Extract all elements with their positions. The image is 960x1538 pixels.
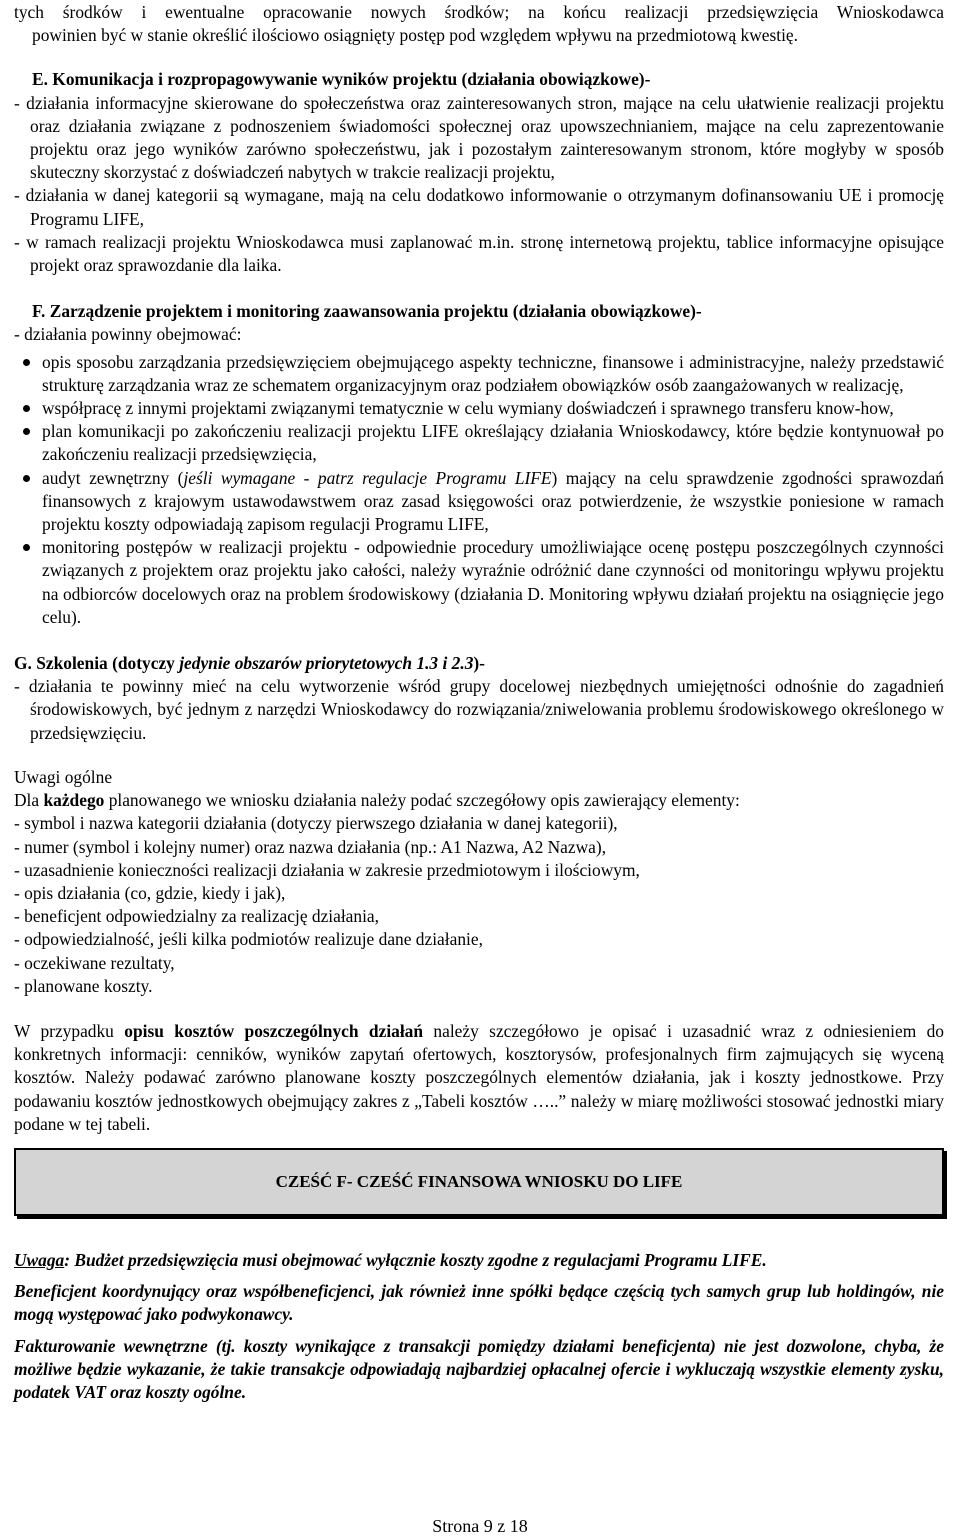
section-e-heading: E. Komunikacja i rozpropagowywanie wyników projektu (działania obowiązkowe)- xyxy=(32,69,651,90)
section-f-lead: - działania powinny obejmować: xyxy=(14,324,242,345)
section-g-heading-italic: jedynie obszarów priorytetowych 1.3 i 2.3 xyxy=(179,653,474,674)
general-item: - symbol i nazwa kategorii działania (dotyczy pierwszego działania w danej kategorii), xyxy=(14,813,618,834)
list-item xyxy=(14,351,944,397)
document-page xyxy=(14,1,944,1404)
general-item: - uzasadnienie konieczności realizacji działania w zakresie przedmiotowym i ilościowym, xyxy=(14,859,640,880)
list-item xyxy=(14,420,944,466)
intro-line-1: tych środków i ewentualne opracowanie nowych środków; na końcu realizacji przedsięwzięcia Wnioskodawca xyxy=(14,2,944,22)
section-g xyxy=(14,652,944,745)
list-item-text: monitoring postępów w realizacji projektu - odpowiednie procedury umożliwiające ocenę postępu poszczególnych czynności związanych z projektem oraz projektu jako całości, należy wyraźnie odróżnić dane czynności od monitoringu wpływu projektu na odbiorców docelowych oraz na problem środowiskowy (działania D. Monitoring wpływu działań projektu na osiągnięcie jego celu). xyxy=(42,537,944,627)
costs-paragraph xyxy=(14,1020,944,1136)
section-e xyxy=(14,68,944,277)
general-intro-text: Dla xyxy=(14,790,44,811)
general-intro xyxy=(14,789,944,812)
section-g-heading-end: )- xyxy=(473,653,485,674)
audit-text-italic: jeśli wymagane - patrz regulacje Programu LIFE xyxy=(183,467,552,488)
bullet-icon xyxy=(23,475,30,482)
bullet-icon xyxy=(23,405,30,412)
section-e-item: - działania informacyjne skierowane do społeczeństwa oraz zainteresowanych stron, mające na celu ułatwienie realizacji projektu oraz działania związane z podnoszeniem świadomości społecznej oraz upowszechnianiem, mające na celu zaprezentowanie projektu oraz jego wyników zarówno społeczeństwu, jak i pozostałym zainteresowanym stronom, które mogłyby w sposób skuteczny skorzystać z doświadczeń nabytych w trakcie realizacji projektu, xyxy=(14,92,944,183)
general-item: - planowane koszty. xyxy=(14,975,153,996)
list-item xyxy=(14,536,944,629)
section-g-heading-text: G. Szkolenia (dotyczy xyxy=(14,653,180,674)
general-item: - beneficjent odpowiedzialny za realizację działania, xyxy=(14,906,379,927)
page-number: Strona 9 z 18 xyxy=(432,1516,528,1536)
banner-title: CZEŚĆ F- CZEŚĆ FINANSOWA WNIOSKU DO LIFE xyxy=(275,1171,683,1191)
section-f-heading: F. Zarządzenie projektem i monitoring zaawansowania projektu (działania obowiązkowe)- xyxy=(32,301,702,322)
section-f xyxy=(14,300,944,629)
section-e-item: - działania w danej kategorii są wymagane, mają na celu dodatkowo informowanie o otrzymanym dofinansowaniu UE i promocję Programu LIFE, xyxy=(14,185,944,229)
audit-text: audyt zewnętrzny ( xyxy=(42,467,184,488)
note-label: Uwaga xyxy=(14,1249,65,1270)
section-e-item: - w ramach realizacji projektu Wnioskodawca musi zaplanować m.in. stronę internetową projektu, tablice informacyjne opisujące projekt oraz sprawozdanie dla laika. xyxy=(14,231,944,276)
costs-text: W przypadku xyxy=(14,1020,125,1041)
costs-text-end: należy szczegółowo je opisać i uzasadnić wraz z odniesieniem do konkretnych informacji: cenników, wyników zapytań ofertowych, kosztorysów, profesjonalnych firm zajmujących się wyceną kosztów. Należy podawać zarówno planowane koszty poszczególnych elementów działania, jak i koszty jednostkowe. Przy podawaniu kosztów jednostkowych obejmujący zakres z „Tabeli kosztów …..” należy w miarę możliwości stosować jednostki miary podane w tej tabeli. xyxy=(14,1020,945,1134)
general-item: - opis działania (co, gdzie, kiedy i jak), xyxy=(14,882,286,903)
costs-bold: opisu kosztów poszczególnych działań xyxy=(124,1020,424,1041)
general-item: - odpowiedzialność, jeśli kilka podmiotów realizuje dane działanie, xyxy=(14,929,483,950)
list-item-text: plan komunikacji po zakończeniu realizacji projektu LIFE określający działania Wnioskodawcy, które będzie kontynuował po zakończeniu realizacji przedsięwzięcia, xyxy=(42,421,944,465)
general-item: - numer (symbol i kolejny numer) oraz nazwa działania (np.: A1 Nazwa, A2 Nazwa), xyxy=(14,836,607,857)
invoicing-note: Fakturowanie wewnętrzne (tj. koszty wynikające z transakcji pomiędzy działami beneficjenta) nie jest dozwolone, chyba, że możliwe będzie wykazanie, że takie transakcje odpowiadają najbardziej opłacalnej ofercie i wykluczają wszystkie elementy zysku, podatek VAT oraz koszty ogólne. xyxy=(14,1335,944,1402)
beneficiaries-note: Beneficjent koordynujący oraz współbeneficjenci, jak również inne spółki będące częścią tych samych grup lub holdingów, nie mogą występować jako podwykonawcy. xyxy=(14,1281,944,1325)
section-f-list xyxy=(14,351,944,629)
general-intro-bold: każdego xyxy=(43,790,105,811)
note-text: : Budżet przedsięwzięcia musi obejmować wyłącznie koszty zgodne z regulacjami Programu LIFE. xyxy=(64,1249,767,1270)
bullet-icon xyxy=(23,428,30,435)
list-item-text: współpracę z innymi projektami związanymi tematycznie w celu wymiany doświadczeń i sprawnego transferu know-how, xyxy=(42,398,894,419)
budget-note xyxy=(14,1249,944,1272)
section-banner xyxy=(14,1148,944,1216)
list-item-text: opis sposobu zarządzania przedsięwzięciem obejmującego aspekty techniczne, finansowe i administracyjne, należy przedstawić strukturę zarządzania wraz ze schematem organizacyjnym oraz podziałem obowiązków osób zaangażowanych w realizację, xyxy=(42,351,944,395)
general-heading: Uwagi ogólne xyxy=(14,766,113,787)
intro-line-2: powinien być w stanie określić ilościowo osiągnięty postęp pod względem wpływu na przedmiotową kwestię. xyxy=(32,25,798,46)
general-intro-end: planowanego we wniosku działania należy podać szczegółowy opis zawierający elementy: xyxy=(104,790,740,811)
section-g-item: - działania te powinny mieć na celu wytworzenie wśród grupy docelowej niezbędnych umiejętności odnośnie do zagadnień środowiskowych, być jednym z narzędzi Wnioskodawcy do rozwiązania/zniwelowania problemu środowiskowego określonego w przedsięwzięciu. xyxy=(14,676,944,743)
general-item: - oczekiwane rezultaty, xyxy=(14,952,175,973)
audit-text-end: ) mający na celu sprawdzenie zgodności sprawozdań finansowych z krajowym ustawodawstwem oraz zasad księgowości oraz potwierdzenie, że wszystkie poniesione w ramach projektu koszty odpowiadają zapisom regulacji Programu LIFE, xyxy=(42,467,944,535)
list-item xyxy=(14,397,944,420)
list-item xyxy=(14,467,944,537)
general-notes xyxy=(14,766,944,998)
bullet-icon xyxy=(23,359,30,366)
bullet-icon xyxy=(23,544,30,551)
section-g-heading xyxy=(14,652,944,675)
